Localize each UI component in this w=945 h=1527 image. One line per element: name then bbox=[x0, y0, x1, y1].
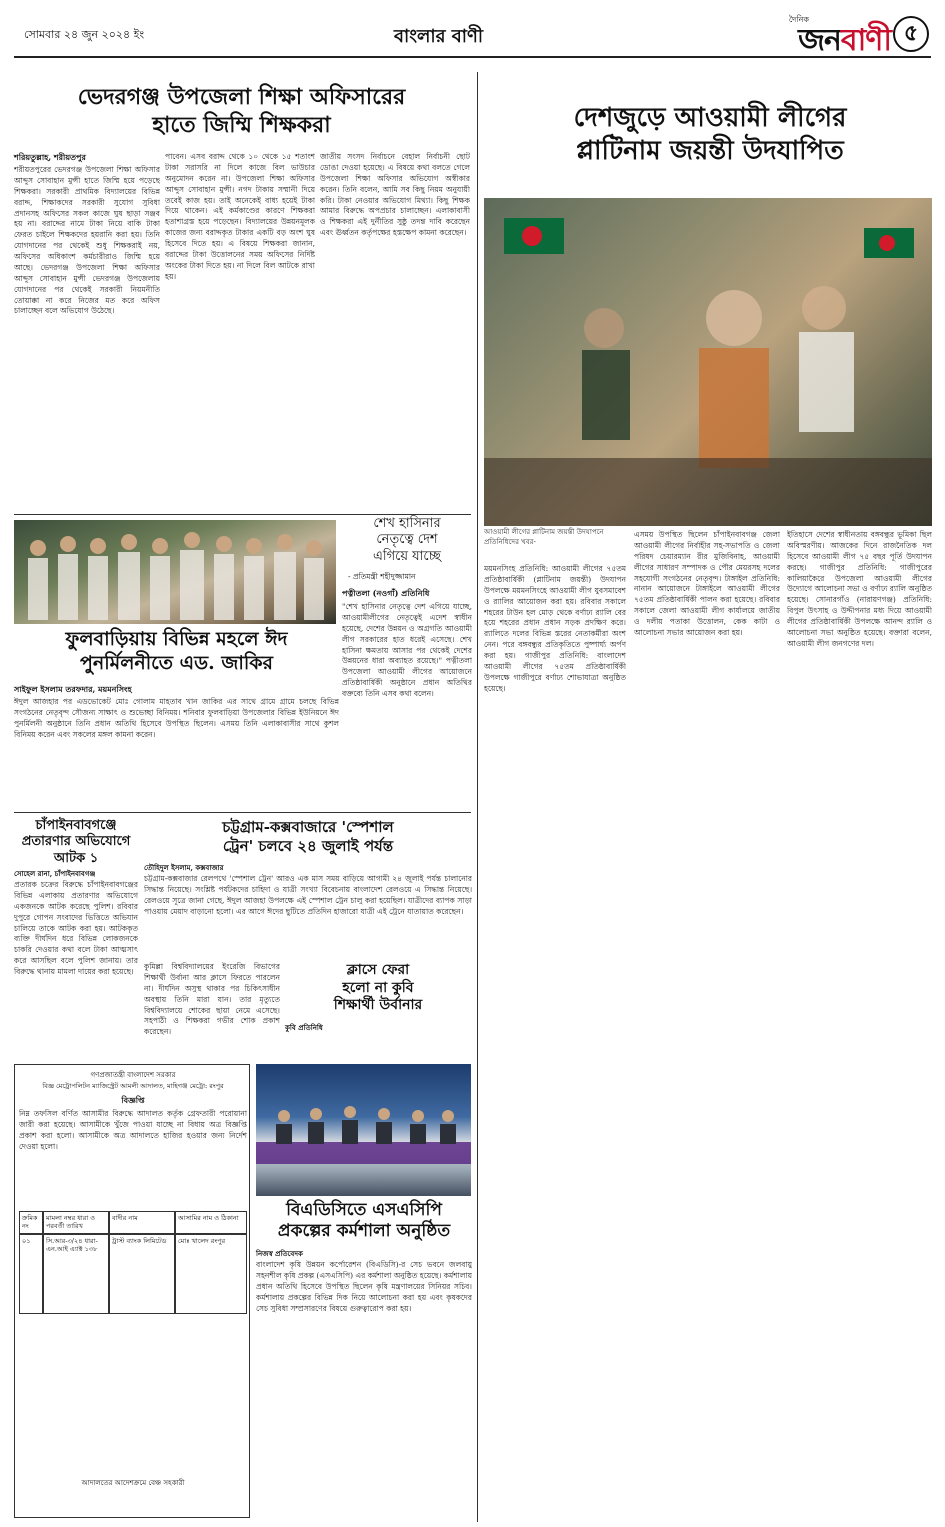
story5-headline-line2: ট্রেন' চলবে ২৪ জুলাই পর্যন্ত bbox=[222, 836, 394, 855]
story2-photo bbox=[484, 198, 932, 526]
story2-caption: আওয়ামী লীগের প্লাটিনাম জয়ন্তী উদযাপনে প্রতিনিধিদের খবর- bbox=[484, 528, 604, 546]
notice-th-4: আসামির নাম ও ঠিকানা bbox=[175, 1211, 247, 1234]
story5-headline-line1: চট্টগ্রাম-কক্সবাজারে 'স্পেশাল bbox=[222, 818, 394, 836]
story2-colB: এসময় উপস্থিত ছিলেন চাঁপাইনবাবগঞ্জ জেলা আওয়ামী লীগের নির্বাহীর সহ-সভাপতি ও জেলা পরিষদ চেয়ারম্যান রীর মুজিবিনাহ, আওয়ামী লীগের সাধারণ সম্পাদক ও পৌর মেয়রসহ দলের সহযোগী সংগঠনের নেতৃবৃন্দ। টাঙ্গাইল প্রতিনিধি: নানান আয়োজনে টাঙ্গাইলে আওয়ামী লীগের ৭৫তম প্রতিষ্ঠাবার্ষিকী পালন করা হয়েছে। রবিবার সকালে জেলা আওয়ামী লীগ কার্যালয়ে জাতীয় ও দলীয় পতাকা উত্তোলন, কেক কাটা ও আলোচনা সভার আয়োজন করা হয়। bbox=[634, 530, 780, 637]
notice-td-4: মোঃ খালেদ রংপুর bbox=[175, 1234, 247, 1314]
section-rule bbox=[14, 812, 471, 813]
logo-part-1: জন bbox=[798, 23, 841, 58]
story3-photo bbox=[14, 520, 336, 624]
section-title: বাংলার বাণী bbox=[394, 26, 484, 47]
story3-headline-line1: ফুলবাড়িয়ায় বিভিন্ন মহলে ঈদ bbox=[65, 628, 288, 650]
story4-headline bbox=[14, 818, 138, 867]
section-rule bbox=[14, 514, 471, 515]
story4-headline-line3: আটক ১ bbox=[53, 850, 99, 866]
story4-byline: সোহেল রানা, চাঁপাইনবাবগঞ্জ bbox=[14, 869, 96, 878]
opinion-title bbox=[342, 516, 472, 565]
masthead bbox=[14, 12, 931, 58]
story5-byline: তৌহিদুল ইসলাম, কক্সবাজার bbox=[144, 863, 224, 872]
notice-line1: গণপ্রজাতন্ত্রী বাংলাদেশ সরকার bbox=[90, 1071, 176, 1079]
notice-title: বিজ্ঞপ্তি bbox=[121, 1095, 145, 1105]
story3-body: ঈদুল আজহার পর এডভোকেট মোঃ গোলাম মাহতাব খান জাকির এর সাথে গ্রামে গ্রামে চলছে বিভিন্ন সংগঠনের নেতৃবৃন্দ সৌজন্য সাক্ষাৎ ও শুভেচ্ছা বিনিময়। শনিবার ফুলবাড়িয়া উপজেলার বিভিন্ন ইউনিয়নে ঈদ পুনর্মিলনী অনুষ্ঠানে তিনি প্রধান অতিথি হিসেবে উপস্থিত ছিলেন। এসময় তিনি এলাকাবাসীর সাথে কুশল বিনিময় করেন এবং সকলের মঙ্গল কামনা করেন। bbox=[14, 697, 339, 739]
notice-signature: আদালতের আদেশক্রমে বেঞ্চ সহকারী bbox=[81, 1479, 185, 1487]
opinion-title-line1: শেখ হাসিনার bbox=[373, 516, 441, 531]
story2-headline-line1: দেশজুড়ে আওয়ামী লীগের bbox=[573, 103, 847, 133]
story7-byline: নিজস্ব প্রতিবেদক bbox=[256, 1249, 303, 1258]
story1-headline-line1: ভেদরগঞ্জ উপজেলা শিক্ষা অফিসারের bbox=[77, 84, 406, 110]
story2-colC: ইতিহাসে দেশের স্বাধীনতায় বঙ্গবন্ধুর ভূমিকা ছিল অবিস্মরণীয়। আজকের দিনে রাজনৈতিক দল হিসেবে আওয়ামী লীগ ৭৫ বছর পূর্তি উদযাপন করছে। গাজীপুর প্রতিনিধি: গাজীপুরের কালিয়াকৈরে উপজেলা আওয়ামী লীগের উদ্যোগে আলোচনা সভা ও বর্ণাঢ্য র‍্যালি অনুষ্ঠিত হয়েছে। সোনারগাঁও (নারায়ণগঞ্জ) প্রতিনিধি: বিপুল উৎসাহ ও উদ্দীপনার মধ্য দিয়ে আওয়ামী লীগের প্রতিষ্ঠাবার্ষিকী উপলক্ষে আনন্দ র‍্যালি ও আলোচনা সভা অনুষ্ঠিত হয়েছে। বক্তারা বলেন, আওয়ামী লীগ জনগণের দল। bbox=[787, 530, 932, 648]
opinion-body: "শেখ হাসিনার নেতৃত্বে দেশ এগিয়ে যাচ্ছে, আওয়ামীলীগের নেতৃত্বেই এদেশ স্বাধীন হয়েছে, দেশের উন্নয়ন ও অগ্রগতি আওয়ামী লীগ সরকারের হাত ধরেই এসেছে। শেখ হাসিনা ক্ষমতায় আসার পর থেকেই দেশের উন্নয়নের ধারা অব্যাহত রয়েছে।" পত্নীতলা উপজেলা আওয়ামী লীগের আয়োজনে প্রতিষ্ঠাবার্ষিকী অনুষ্ঠানে প্রধান অতিথির বক্তব্যে তিনি এসব কথা বলেন। bbox=[342, 602, 472, 698]
notice-td-1: ০১ bbox=[19, 1234, 43, 1314]
story6-headline bbox=[285, 962, 471, 1015]
story1-headline-line2: হাতে জিম্মি শিক্ষকরা bbox=[152, 111, 331, 138]
group-photo-illustration bbox=[14, 520, 336, 624]
story2-headline bbox=[490, 102, 930, 167]
story1-headline bbox=[14, 84, 469, 139]
issue-date: সোমবার ২৪ জুন ২০২৪ ইং bbox=[24, 28, 145, 41]
story7-headline-line2: প্রকল্পের কর্মশালা অনুষ্ঠিত bbox=[277, 1221, 451, 1242]
story3-byline: সাইফুল ইসলাম তরফদার, ময়মনসিংহ bbox=[14, 684, 132, 694]
story6-headline-line1: ক্লাসে ফেরা bbox=[346, 962, 410, 978]
story7-headline bbox=[256, 1200, 472, 1243]
workshop-photo-illustration bbox=[256, 1064, 471, 1196]
story2-colA: ময়মনসিংহ প্রতিনিধি: আওয়ামী লীগের ৭৫তম প্রতিষ্ঠাবার্ষিকী (প্লাটিনাম জয়ন্তী) উদযাপন উপলক্ষে ময়মনসিংহে আওয়ামী লীগ যুবসমাবেশ ও র‍্যালির আয়োজন করা হয়। রবিবার সকালে শহরের টাউন হল মোড় থেকে বর্ণাঢ্য র‍্যালি বের হয়ে শহরের প্রধান প্রধান সড়ক প্রদক্ষিণ করে। র‍্যালিতে দলের বিভিন্ন স্তরের নেতাকর্মীরা অংশ নেন। পরে বঙ্গবন্ধুর প্রতিকৃতিতে পুষ্পার্ঘ্য অর্পণ করা হয়। গাজীপুর প্রতিনিধি: বাংলাদেশ আওয়ামী লীগের ৭৫তম প্রতিষ্ঠাবার্ষিকী উপলক্ষে গাজীপুরে বর্ণাঢ্য শোভাযাত্রা অনুষ্ঠিত হয়েছে। bbox=[484, 564, 626, 693]
notice-th-3: বাদীর নাম bbox=[109, 1211, 175, 1234]
story6-headline-line2: হলো না কুবি bbox=[342, 979, 414, 996]
story1-col3: জাতীয় সংসদ নির্বাচনে বেহাল নির্বাচনী ছোট ডোঙা দেওয়া হয়েছে। এ বিষয়ে কথা বলতে গেলে উপজেলা শিক্ষা অফিসার অভিযোগ অস্বীকার করেন। তিনি বলেন, আমি সব কিছু নিয়ম অনুযায়ী করি। টাকা নেওয়ার অভিযোগ মিথ্যা। কিছু শিক্ষক আমার বিরুদ্ধে অপপ্রচার চালাচ্ছেন। এলাকাবাসী ও শিক্ষকরা এই দুর্নীতির সুষ্ঠু তদন্ত দাবি করেছেন এবং ঊর্ধ্বতন কর্তৃপক্ষের হস্তক্ষেপ কামনা করেছেন। bbox=[320, 152, 470, 238]
logo-part-2: বাণী bbox=[840, 23, 891, 58]
newspaper-logo bbox=[798, 16, 891, 67]
story6-body: কুমিল্লা বিশ্ববিদ্যালয়ের ইংরেজি বিভাগের শিক্ষার্থী উর্বানা আর ক্লাসে ফিরতে পারলেন না। দীর্ঘদিন অসুস্থ থাকার পর চিকিৎসাধীন অবস্থায় তিনি মারা যান। তার মৃত্যুতে বিশ্ববিদ্যালয়ে শোকের ছায়া নেমে এসেছে। সহপাঠী ও শিক্ষকরা গভীর শোক প্রকাশ করেছেন। bbox=[144, 962, 280, 1037]
story1-col2: পাবেন। এসব বরাদ্দ থেকে ১০ থেকে ১৫ শতাংশ টাকা সরাসরি না দিলে কাজে বিল ভাউচার অনুমোদন করেন না। উপজেলা শিক্ষা অফিসার আব্দুস সোবাহান মুন্সী। নগদ টাকায় সম্মানী দিয়ে তবেই কাজ হয়। তাই অনেকেই বাধ্য হয়েই টাকা দিয়ে থাকেন। এই কর্মকাণ্ডের কারণে শিক্ষকরা হতাশাগ্রস্ত হয়ে পড়েছেন। বিদ্যালয়ের উন্নয়নমূলক কাজের জন্য বরাদ্দকৃত টাকার একটি বড় অংশ ঘুষ হিসেবে দিতে হয়। এ বিষয়ে শিক্ষকরা জানান, বরাদ্দের টাকা উত্তোলনের সময় অফিসের নির্দিষ্ট অংকের টাকা দিতে হয়। না দিলে বিল আটকে রাখা হয়। bbox=[165, 152, 315, 281]
story4-headline-line2: প্রতারণার অভিযোগে bbox=[21, 834, 131, 850]
brand-prefix: দৈনিক bbox=[788, 15, 809, 24]
story2-headline-line2: প্লাটিনাম জয়ন্তী উদযাপিত bbox=[576, 135, 844, 166]
opinion-title-line2: নেতৃত্বে দেশ bbox=[376, 532, 438, 548]
story7-body: বাংলাদেশ কৃষি উন্নয়ন কর্পোরেশন (বিএডিসি)-র সেচ ভবনে জলবায়ু সহনশীল কৃষি প্রকল্প (এসএসিপি) এর কর্মশালা অনুষ্ঠিত হয়েছে। কর্মশালায় প্রধান অতিথি হিসেবে উপস্থিত ছিলেন কৃষি মন্ত্রণালয়ের সিনিয়র সচিব। কর্মশালায় প্রকল্পের বিভিন্ন দিক নিয়ে আলোচনা করা হয় এবং কৃষকদের সেচ সুবিধা সম্প্রসারণের বিষয়ে গুরুত্বারোপ করা হয়। bbox=[256, 1260, 472, 1313]
story5-body: চট্টগ্রাম-কক্সবাজার রেলপথে 'স্পেশাল ট্রেন' আরও এক মাস সময় বাড়িয়ে আগামী ২৪ জুলাই পর্যন্ত চালানোর সিদ্ধান্ত নিয়েছে। সংশ্লিষ্ট পর্যটকদের চাহিদা ও যাত্রী সংখ্যা বিবেচনায় বাংলাদেশ রেলওয়ে এ সিদ্ধান্ত নিয়েছে। রেলওয়ে সূত্রে জানা গেছে, ঈদুল আজহা উপলক্ষে এই স্পেশাল ট্রেন চালু করা হয়েছিল। যাত্রীদের ব্যাপক সাড়া পাওয়ায় মেয়াদ বাড়ানো হলো। এর আগে ঈদের ছুটিতে প্রতিদিন হাজারো যাত্রী এই ট্রেনে যাতায়াত করেছেন। bbox=[144, 874, 472, 916]
rally-photo-illustration bbox=[484, 198, 932, 526]
notice-table bbox=[19, 1211, 247, 1314]
story3-headline bbox=[14, 628, 339, 676]
page-number: ৫ bbox=[893, 16, 929, 52]
court-notice bbox=[14, 1064, 250, 1518]
story4-headline-line1: চাঁপাইনবাবগঞ্জে bbox=[35, 818, 117, 833]
story1-byline: শরিয়তুল্লাহ, শরীয়তপুর bbox=[14, 152, 86, 162]
notice-th-1: ক্রমিক নং bbox=[19, 1211, 43, 1234]
story7-photo bbox=[256, 1064, 471, 1196]
opinion-title-line3: এগিয়ে যাচ্ছে bbox=[373, 548, 441, 564]
opinion-dateline: পত্নীতলা (নওগাঁ) প্রতিনিধি bbox=[342, 588, 430, 598]
notice-td-2: সি.আর-৩/২৪ ধারা-এন.আই এ্যাক্ট ১৩৮ bbox=[43, 1234, 109, 1314]
story6-byline: কুবি প্রতিনিধি bbox=[285, 1023, 323, 1032]
notice-body: নিম্ন তফসিল বর্ণিত আসামীর বিরুদ্ধে আদালত কর্তৃক গ্রেফতারী পরোয়ানা জারী করা হয়েছে। আসামীকে খুঁজে পাওয়া যাচ্ছে না বিধায় অত্র বিজ্ঞপ্তি প্রকাশ করা হলো। আসামীকে অত্র আদালতে হাজির হওয়ার জন্য নির্দেশ দেওয়া হলো। bbox=[19, 1109, 247, 1151]
story7-headline-line1: বিএডিসিতে এসএসিপি bbox=[286, 1200, 442, 1220]
story1-col1: শরীয়তপুরের ভেদরগঞ্জ উপজেলা শিক্ষা অফিসার আব্দুস সোবাহান মুন্সী হাতে জিম্মি হয়ে পড়েছে শিক্ষকরা। সরকারী প্রাথমিক বিদ্যালয়ের বিভিন্ন বরাদ্দ, শিক্ষাকদের সরকারী সুযোগ সুবিধা প্রদানসহ অফিসের সকল কাজে ঘুষ ছাড়া সঞ্জব হয় না। বরাদ্দের নামে টাকা নিয়ে বাকি টাকা ফেরত চাইলে শিক্ষকদের হয়রানি করা হয়। তিনি যোগদানের পর থেকেই শুধু শিক্ষকরাই নয়, অফিসের অধিকাংশ কর্মচারীরাও জিম্মি হয়ে আছে। ভেদরগঞ্জ উপজেলা শিক্ষা অফিসার আব্দুস সোবাহান মুন্সী ভেদরগঞ্জ উপজেলায় যোগদানের পর থেকেই সরকারী নিয়মনীতি তোয়াক্কা না করে নিজের মত করে অফিস চালাচ্ছেন বলে অভিযোগ উঠেছে। bbox=[14, 165, 160, 316]
story6-headline-line3: শিক্ষার্থী উর্বানার bbox=[333, 997, 423, 1013]
column-divider bbox=[477, 72, 478, 1522]
notice-td-3: ট্রাস্ট ব্যাংক লিমিটেড bbox=[109, 1234, 175, 1314]
notice-line2: বিজ্ঞ মেট্রোপলিটন ম্যাজিস্ট্রেট আমলী আদালত, মাহিগঞ্জ মেট্রো: রংপুর bbox=[42, 1082, 224, 1090]
story5-headline bbox=[144, 818, 472, 856]
story3-headline-line2: পুনর্মিলনীতে এড. জাকির bbox=[79, 651, 274, 674]
notice-th-2: মামলা নম্বর ধারা ও পরবর্তী তারিখ bbox=[43, 1211, 109, 1234]
story4-body: প্রতারক চক্রের বিরুদ্ধে চাঁপাইনবাবগঞ্জের বিভিন্ন এলাকায় প্রতারণার অভিযোগে একজনকে আটক করেছে পুলিশ। রবিবার দুপুরে গোপন সংবাদের ভিত্তিতে অভিযান চালিয়ে তাকে আটক করা হয়। আটককৃত ব্যক্তি দীর্ঘদিন ধরে বিভিন্ন লোকজনকে চাকরি দেওয়ার কথা বলে টাকা আত্মসাৎ করে আসছিল বলে পুলিশ জানায়। তার বিরুদ্ধে থানায় মামলা দায়ের করা হয়েছে। bbox=[14, 880, 138, 976]
opinion-author: - প্রতিমন্ত্রী শহীদুজ্জামান bbox=[348, 572, 416, 581]
